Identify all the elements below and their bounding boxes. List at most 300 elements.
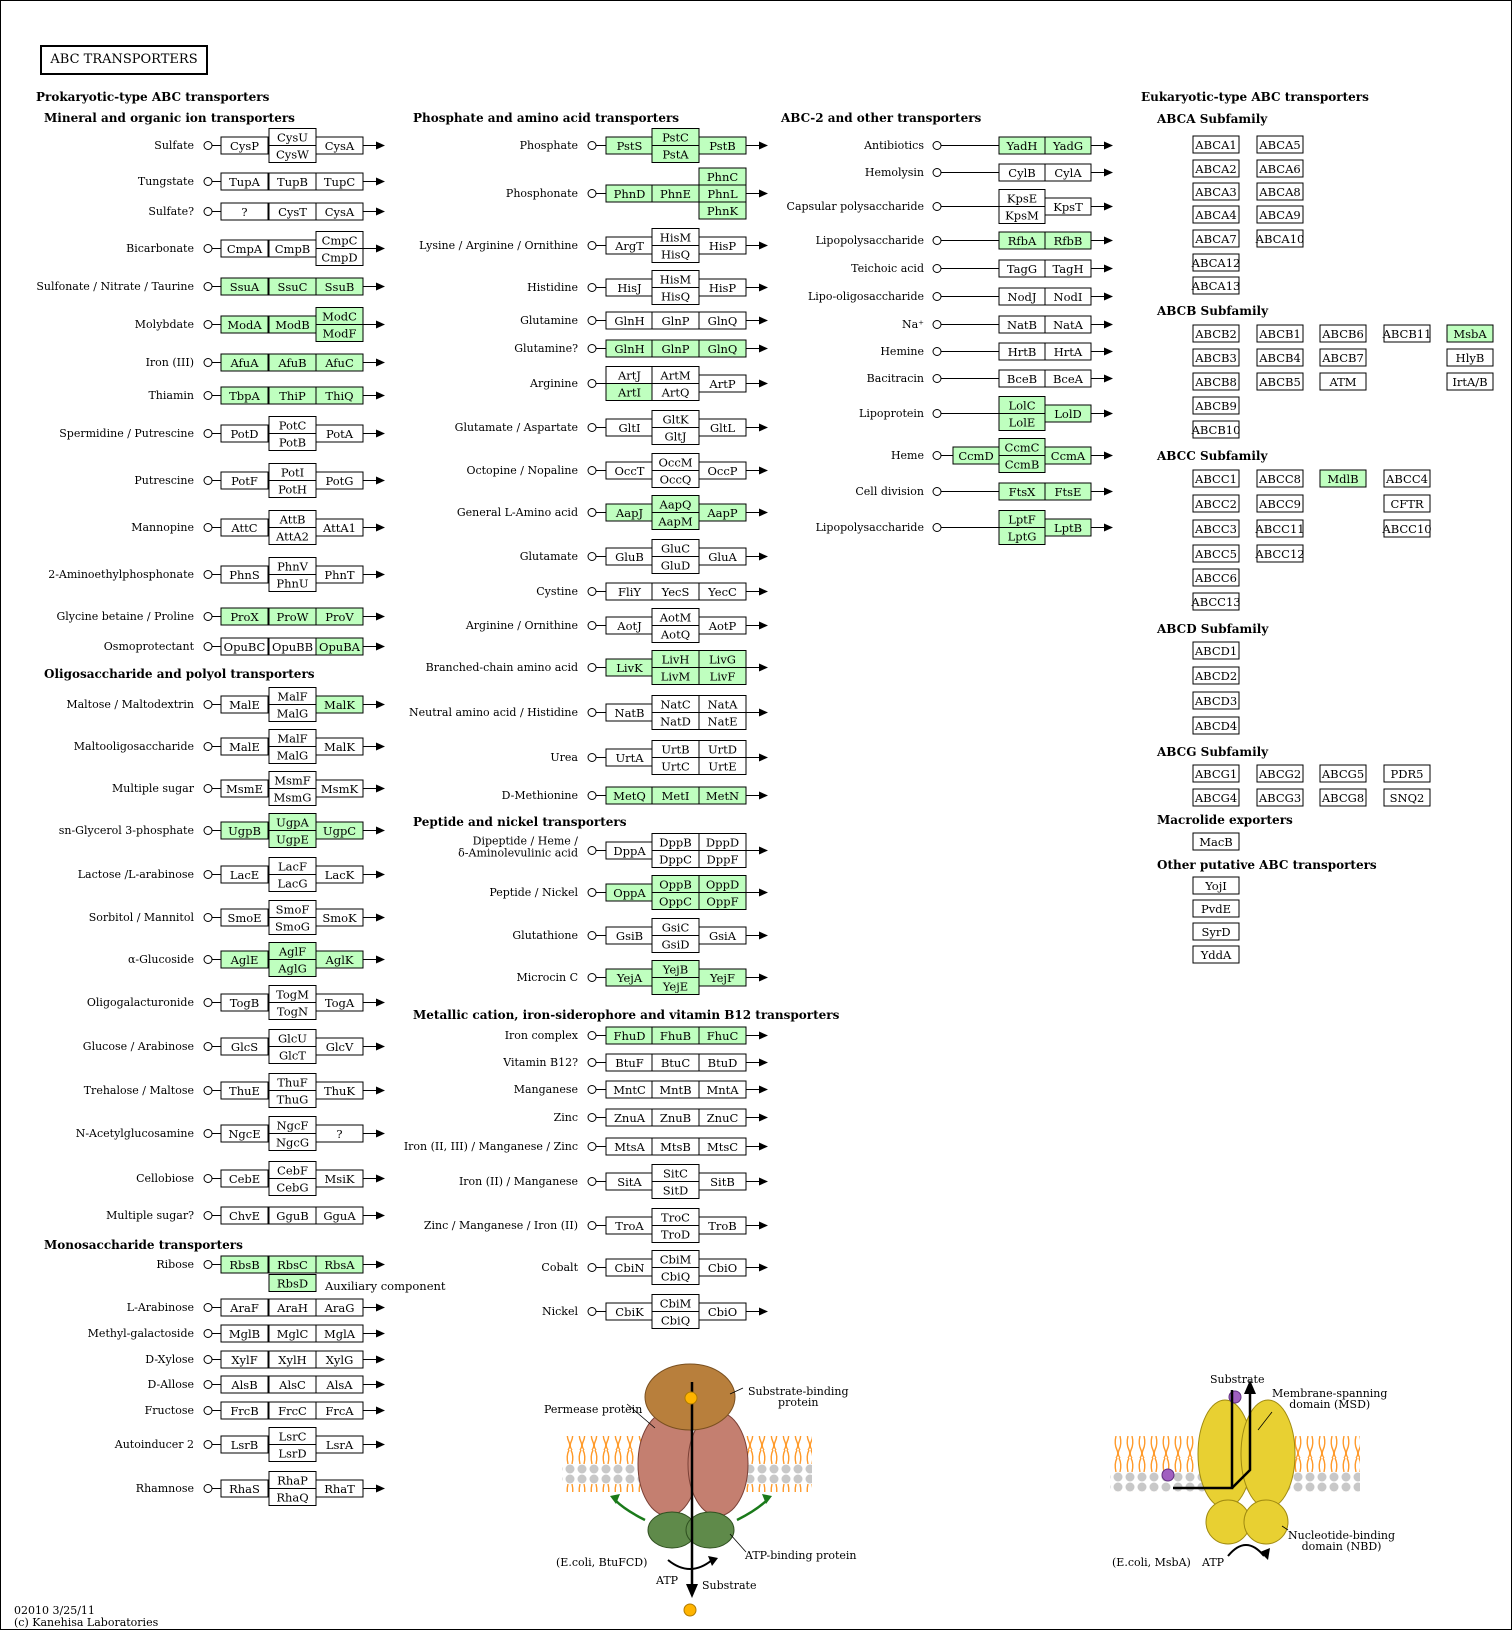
substrate-binding-protein: AglE xyxy=(230,953,259,967)
atp-binding-protein: CylA xyxy=(1054,166,1082,180)
permease-protein: PstA xyxy=(662,147,689,162)
atp-binding-protein: HisP xyxy=(708,239,737,253)
permease-protein: GlcU xyxy=(278,1031,307,1046)
atp-binding-protein: AapP xyxy=(707,506,738,520)
substrate-binding-protein: OppA xyxy=(613,886,646,900)
substrate-binding-protein: SmoE xyxy=(227,911,262,925)
substrate-label: Bacitracin xyxy=(866,372,924,385)
label-example-msba: (E.coli, MsbA) xyxy=(1112,1556,1191,1569)
atp-binding-protein: LivG xyxy=(709,652,736,667)
atp-binding-protein: CbiO xyxy=(707,1305,738,1319)
substrate-label: Iron (II) / Manganese xyxy=(458,1175,578,1188)
permease-protein: GluD xyxy=(660,558,691,573)
permease-protein: HisQ xyxy=(660,289,691,304)
substrate-binding-protein: LacE xyxy=(229,868,260,882)
permease-protein: ThiP xyxy=(279,389,306,403)
permease-protein: AotQ xyxy=(660,627,691,642)
permease-protein: MalF xyxy=(277,731,308,746)
label-substrate-binding: Substrate-binding protein xyxy=(748,1385,849,1409)
atp-binding-protein: ThuK xyxy=(323,1084,356,1098)
atp-binding-protein: GluA xyxy=(708,550,737,564)
atp-binding-protein: MetN xyxy=(705,789,740,803)
substrate-binding-protein: FliY xyxy=(618,585,641,599)
substrate-label: Iron complex xyxy=(504,1029,578,1042)
permease-protein: CebF xyxy=(277,1163,308,1178)
permease-protein: NodJ xyxy=(1007,290,1037,304)
atp-binding-protein: AglK xyxy=(325,953,354,967)
permease-protein: ModB xyxy=(275,318,310,332)
heading-metallic: Metallic cation, iron-siderophore and vitamin B12 transporters xyxy=(413,1008,840,1022)
atp-binding-protein: SmoK xyxy=(322,911,357,925)
eukaryotic-transporter: ABCA3 xyxy=(1195,185,1237,199)
substrate-binding-protein: ArtJ xyxy=(617,368,642,383)
permease-protein: ZnuB xyxy=(659,1111,692,1125)
atp-binding-protein: ModF xyxy=(322,326,357,341)
substrate-purple-2 xyxy=(1162,1469,1174,1481)
atp-binding-protein: PhnT xyxy=(324,568,355,582)
substrate-binding-protein: ModA xyxy=(227,318,262,332)
permease-protein: PotH xyxy=(278,482,307,497)
permease-protein: LivH xyxy=(661,652,690,667)
substrate-label: Glycine betaine / Proline xyxy=(56,610,194,623)
atp-binding-protein: NatE xyxy=(707,714,738,729)
eukaryotic-transporter: ABCB1 xyxy=(1259,327,1301,341)
permease-protein: MsmG xyxy=(273,790,312,805)
permease-protein: MalF xyxy=(277,689,308,704)
permease-protein: MglC xyxy=(276,1327,309,1341)
heading-abcc: ABCC Subfamily xyxy=(1157,449,1268,463)
eukaryotic-transporter: ABCC1 xyxy=(1195,472,1237,486)
substrate-binding-protein: YejA xyxy=(616,971,643,985)
eukaryotic-transporter: ABCB4 xyxy=(1259,351,1301,365)
atp-binding-protein: CbiO xyxy=(707,1261,738,1275)
substrate-label: Zinc xyxy=(553,1111,578,1124)
substrate-label: Lipo-oligosaccharide xyxy=(807,290,924,303)
permease-protein: CbiQ xyxy=(660,1313,691,1328)
atp-binding-protein: GsiA xyxy=(708,929,737,943)
permease-protein: SmoG xyxy=(275,919,310,934)
permease-protein: CysT xyxy=(278,205,307,219)
substrate-binding-protein: GsiB xyxy=(615,929,644,943)
permease-protein: YadH xyxy=(1006,139,1038,153)
permease-protein: PhnE xyxy=(660,187,691,201)
permease-protein: CebG xyxy=(276,1180,309,1195)
atp-binding-protein: FrcA xyxy=(325,1404,354,1418)
substrate-label: Manganese xyxy=(513,1083,578,1096)
substrate-label: Peptide / Nickel xyxy=(489,886,578,899)
substrate-binding-protein: PotF xyxy=(231,474,258,488)
substrate-label: Cell division xyxy=(855,485,924,498)
substrate-label: Glucose / Arabinose xyxy=(82,1040,194,1053)
substrate-label: Lactose /L-arabinose xyxy=(77,868,194,881)
atp-binding-protein: UrtD xyxy=(707,742,738,757)
substrate-binding-protein: AotJ xyxy=(617,619,642,633)
substrate-binding-protein: TroA xyxy=(615,1219,644,1233)
permease-protein: HrtB xyxy=(1007,345,1037,359)
permease-protein: UgpE xyxy=(276,832,309,847)
permease-protein: OppC xyxy=(659,894,692,909)
atp-binding-protein: GlcV xyxy=(325,1040,354,1054)
eukaryotic-transporter: MacB xyxy=(1199,835,1233,849)
permease-protein: GlnP xyxy=(661,314,690,328)
substrate-binding-protein: PotD xyxy=(230,427,259,441)
permease-protein: TogM xyxy=(276,987,309,1002)
atp-binding-protein: GlnQ xyxy=(707,342,738,356)
substrate-binding-protein: ArgT xyxy=(615,239,644,253)
atp-binding-protein: ThiQ xyxy=(325,389,354,403)
substrate-label: Bicarbonate xyxy=(126,242,194,255)
heading-abcg: ABCG Subfamily xyxy=(1157,745,1269,759)
eukaryotic-transporter: ABCB5 xyxy=(1259,375,1301,389)
permease-protein: NatC xyxy=(660,697,691,712)
substrate-label: L-Arabinose xyxy=(126,1301,194,1314)
substrate-label: Lysine / Arginine / Ornithine xyxy=(419,239,578,252)
substrate-ball-top xyxy=(685,1392,697,1404)
eukaryotic-transporter: ABCC9 xyxy=(1259,497,1301,511)
permease-protein: CmpB xyxy=(274,242,311,256)
substrate-label: 2-Aminoethylphosphonate xyxy=(48,568,194,581)
substrate-label: D-Xylose xyxy=(145,1353,194,1366)
permease-protein: UrtB xyxy=(661,742,690,757)
heading-other-putative: Other putative ABC transporters xyxy=(1157,858,1377,872)
substrate-label: Zinc / Manganese / Iron (II) xyxy=(423,1219,578,1232)
atp-binding-protein: GlnQ xyxy=(707,314,738,328)
substrate-binding-protein: CebE xyxy=(228,1172,261,1186)
substrate-label: N-Acetylglucosamine xyxy=(75,1127,194,1140)
atp-binding-protein: YejF xyxy=(710,971,735,985)
atp-binding-protein: BtuD xyxy=(707,1056,738,1070)
atp-binding-protein: PotA xyxy=(325,427,354,441)
heading-prokaryotic: Prokaryotic-type ABC transporters xyxy=(36,90,270,104)
atp-binding-protein: OppF xyxy=(706,894,739,909)
atp-binding-protein: YadG xyxy=(1052,139,1084,153)
auxiliary-protein: RbsD xyxy=(276,1276,309,1291)
substrate-binding-protein: ? xyxy=(241,205,248,219)
substrate-binding-protein: GlcS xyxy=(230,1040,259,1054)
permease-protein: RhaQ xyxy=(276,1490,309,1505)
substrate-label: Multiple sugar? xyxy=(106,1209,194,1222)
substrate-binding-protein: PstS xyxy=(616,139,643,153)
permease-protein: SsuC xyxy=(277,280,308,294)
atp-binding-protein: ArtP xyxy=(709,377,736,391)
substrate-label: Glutamate / Aspartate xyxy=(454,421,578,434)
substrate-binding-protein: AttC xyxy=(231,521,258,535)
atp-binding-protein: ProV xyxy=(325,610,354,624)
substrate-label: Maltooligosaccharide xyxy=(73,740,194,753)
atp-binding-protein: ModC xyxy=(322,309,357,324)
substrate-binding-protein: HisJ xyxy=(617,281,642,295)
eukaryotic-transporter: ABCB10 xyxy=(1191,423,1241,437)
atp-binding-protein: DppD xyxy=(705,835,740,850)
label-auxiliary-component: Auxiliary component xyxy=(325,1279,446,1293)
eukaryotic-transporter: ABCG4 xyxy=(1194,791,1238,805)
permease-protein: AttA2 xyxy=(276,529,309,544)
atp-binding-protein: UgpC xyxy=(322,824,357,838)
heading-abcb: ABCB Subfamily xyxy=(1157,304,1269,318)
substrate-label: Cobalt xyxy=(541,1261,578,1274)
heading-eukaryotic: Eukaryotic-type ABC transporters xyxy=(1141,90,1369,104)
eukaryotic-transporter: ABCC12 xyxy=(1255,547,1305,561)
atp-binding-protein: NatA xyxy=(1053,318,1083,332)
eukaryotic-transporter: ABCC10 xyxy=(1382,522,1432,536)
atp-binding-protein: TagH xyxy=(1052,262,1084,276)
permease-protein: SitC xyxy=(663,1166,688,1181)
substrate-label: Sulfate? xyxy=(148,205,194,218)
permease-protein: BceB xyxy=(1006,372,1038,386)
heading-peptide-nickel: Peptide and nickel transporters xyxy=(413,815,627,829)
substrate-binding-protein: FrcB xyxy=(230,1404,259,1418)
atp-binding-protein: AlsA xyxy=(326,1378,353,1392)
eukaryotic-transporter: ABCB6 xyxy=(1322,327,1364,341)
eukaryotic-transporter: ABCG1 xyxy=(1194,767,1238,781)
footer-version: 02010 3/25/11 xyxy=(14,1604,95,1617)
permease-protein: KpsE xyxy=(1006,191,1038,206)
substrate-binding-protein: RbsB xyxy=(229,1258,260,1272)
permease-protein: GsiD xyxy=(661,937,690,952)
atp-binding-protein: TupC xyxy=(323,175,356,189)
substrate-label: sn-Glycerol 3-phosphate xyxy=(58,824,194,837)
substrate-label: Spermidine / Putrescine xyxy=(59,427,194,440)
atp-binding-protein: YecC xyxy=(708,585,737,599)
substrate-binding-protein: PhnD xyxy=(613,187,646,201)
permease-protein: HisQ xyxy=(660,247,691,262)
permease-protein: MetI xyxy=(661,789,690,803)
substrate-label: Na⁺ xyxy=(902,318,924,331)
permease-protein: LsrC xyxy=(278,1429,307,1444)
eukaryotic-transporter: ABCC5 xyxy=(1195,547,1237,561)
substrate-label: Phosphate xyxy=(519,139,578,152)
substrate-binding-protein: ChvE xyxy=(228,1209,261,1223)
permease-protein: MsmF xyxy=(274,773,311,788)
substrate-binding-protein: TogB xyxy=(229,996,260,1010)
heading-phosphate-amino: Phosphate and amino acid transporters xyxy=(413,111,680,125)
substrate-label: Vitamin B12? xyxy=(503,1056,578,1069)
substrate-binding-protein: CcmD xyxy=(958,449,994,463)
permease-protein: HisM xyxy=(659,272,692,287)
substrate-binding-protein: MglB xyxy=(228,1327,261,1341)
permease-protein: FrcC xyxy=(278,1404,307,1418)
eukaryotic-transporter: ABCA13 xyxy=(1191,279,1241,293)
eukaryotic-transporter: ABCC3 xyxy=(1195,522,1237,536)
substrate-binding-protein: MalE xyxy=(229,698,260,712)
substrate-binding-protein: GltI xyxy=(618,421,641,435)
substrate-label: Rhamnose xyxy=(135,1482,194,1495)
heading-abc2: ABC-2 and other transporters xyxy=(781,111,982,125)
permease-protein: YecS xyxy=(661,585,690,599)
atp-binding-protein: LolD xyxy=(1054,407,1082,421)
eukaryotic-transporter: PDR5 xyxy=(1390,767,1424,781)
substrate-label: Maltose / Maltodextrin xyxy=(66,698,194,711)
substrate-label: Iron (III) xyxy=(145,356,194,369)
substrate-binding-protein: CbiN xyxy=(614,1261,645,1275)
substrate-label: Thiamin xyxy=(148,389,194,402)
permease-protein: LptF xyxy=(1008,512,1036,527)
substrate-binding-protein: OpuBC xyxy=(223,640,266,654)
eukaryotic-transporter: HlyB xyxy=(1455,351,1485,365)
permease-protein: RbsC xyxy=(277,1258,308,1272)
eukaryotic-transporter: ABCC6 xyxy=(1195,571,1237,585)
substrate-binding-protein: GlnH xyxy=(614,342,645,356)
permease-protein: GguB xyxy=(276,1209,309,1223)
substrate-label: Teichoic acid xyxy=(851,262,924,275)
substrate-binding-protein: MsmE xyxy=(226,782,263,796)
atp-binding-protein: AfuC xyxy=(325,356,354,370)
eukaryotic-transporter: ABCA8 xyxy=(1259,185,1301,199)
substrate-label: Phosphonate xyxy=(505,187,578,200)
eukaryotic-transporter: ABCC2 xyxy=(1195,497,1237,511)
atp-binding-protein: UrtE xyxy=(708,759,737,774)
substrate-label: Glutamine xyxy=(520,314,578,327)
footer-copyright: (c) Kanehisa Laboratories xyxy=(14,1616,159,1629)
permease-protein: PhnV xyxy=(277,559,308,574)
label-msd: Membrane-spanning domain (MSD) xyxy=(1272,1387,1388,1411)
substrate-binding-protein: BtuF xyxy=(615,1056,644,1070)
substrate-binding-protein: OccT xyxy=(614,464,645,478)
atp-binding-protein: ZnuC xyxy=(706,1111,739,1125)
permease-protein: AapM xyxy=(658,514,693,529)
permease-protein: RhaP xyxy=(277,1473,308,1488)
permease-protein: PotI xyxy=(280,465,305,480)
atp-binding-protein: HrtA xyxy=(1053,345,1083,359)
atp-binding-protein: PhnK xyxy=(706,204,739,218)
permease-protein: OpuBB xyxy=(271,640,314,654)
substrate-label: Hemolysin xyxy=(864,166,924,179)
permease-protein: MalG xyxy=(276,706,309,721)
atp-binding-protein: BceA xyxy=(1052,372,1084,386)
substrate-binding-protein: RhaS xyxy=(229,1482,260,1496)
permease-protein: AglF xyxy=(278,944,307,959)
eukaryotic-transporter: ABCC13 xyxy=(1191,595,1241,609)
permease-protein: LacF xyxy=(278,859,307,874)
permease-protein: TroC xyxy=(661,1210,690,1225)
atp-binding-protein: PotG xyxy=(325,474,354,488)
substrate-label: Mannopine xyxy=(131,521,194,534)
eukaryotic-transporter: ABCA6 xyxy=(1259,162,1301,176)
substrate-binding-protein: MetQ xyxy=(613,789,646,803)
label-substrate-2: Substrate xyxy=(1210,1373,1265,1386)
permease-protein: SmoF xyxy=(275,902,310,917)
permease-protein: AlsC xyxy=(279,1378,306,1392)
permease-protein: OccM xyxy=(658,455,693,470)
atp-binding-protein: SitB xyxy=(710,1175,735,1189)
heading-mineral: Mineral and organic ion transporters xyxy=(44,111,295,125)
substrate-label: Trehalose / Maltose xyxy=(83,1084,194,1097)
permease-protein: DppC xyxy=(659,852,692,867)
substrate-label: Lipopolysaccharide xyxy=(815,521,924,534)
substrate-label: Multiple sugar xyxy=(112,782,194,795)
substrate-label: Ribose xyxy=(156,1258,194,1271)
nbd-left xyxy=(1206,1500,1250,1544)
eukaryotic-transporter: ABCC11 xyxy=(1255,522,1305,536)
permease-protein: AttB xyxy=(279,512,306,527)
permease-protein: MtsB xyxy=(660,1140,691,1154)
substrate-binding-protein: ProX xyxy=(230,610,259,624)
atp-binding-protein: MglA xyxy=(323,1327,356,1341)
permease-protein: LptG xyxy=(1007,529,1037,544)
permease-protein: CcmB xyxy=(1004,457,1040,472)
substrate-binding-protein: SsuA xyxy=(229,280,260,294)
permease-protein: YejB xyxy=(662,962,689,977)
permease-protein: LivM xyxy=(660,669,691,684)
permease-protein: CbiM xyxy=(659,1252,692,1267)
substrate-label: Heme xyxy=(890,449,924,462)
heading-oligosaccharide: Oligosaccharide and polyol transporters xyxy=(44,667,315,681)
permease-protein: OccQ xyxy=(659,472,692,487)
eukaryotic-transporter: ABCC8 xyxy=(1259,472,1301,486)
atp-binding-protein: OppD xyxy=(705,877,740,892)
atp-binding-protein: XylG xyxy=(325,1353,354,1367)
permease-protein: GsiC xyxy=(661,920,690,935)
substrate-label: Glutamate xyxy=(519,550,578,563)
eukaryotic-transporter: SNQ2 xyxy=(1389,791,1425,805)
substrate-label: D-Methionine xyxy=(501,789,578,802)
atp-binding-protein: MntA xyxy=(706,1083,739,1097)
permease-protein: GlcT xyxy=(279,1048,306,1063)
substrate-label: Tungstate xyxy=(137,175,194,188)
substrate-label: Autoinducer 2 xyxy=(114,1438,194,1451)
substrate-label: General L-Amino acid xyxy=(456,506,578,519)
atp-binding-protein: CysA xyxy=(324,139,355,153)
label-atp-binding: ATP-binding protein xyxy=(745,1549,857,1562)
permease-protein: AapQ xyxy=(659,497,692,512)
atp-binding-protein: LptB xyxy=(1053,521,1083,535)
substrate-binding-protein: AfuA xyxy=(230,356,259,370)
permease-protein: LsrD xyxy=(278,1446,307,1461)
atp-binding-protein: GguA xyxy=(323,1209,356,1223)
substrate-label: Antibiotics xyxy=(864,139,924,152)
permease-protein: TogN xyxy=(276,1004,309,1019)
permease-protein: FtsX xyxy=(1008,485,1036,499)
substrate-binding-protein: TbpA xyxy=(229,389,260,403)
permease-protein: BtuC xyxy=(660,1056,691,1070)
substrate-label: Lipopolysaccharide xyxy=(815,234,924,247)
atp-binding-protein: LivF xyxy=(709,669,736,684)
atp-binding-protein: AraG xyxy=(324,1301,355,1315)
label-nbd: Nucleotide-binding domain (NBD) xyxy=(1288,1529,1396,1553)
atp-binding-protein: AttA1 xyxy=(323,521,356,535)
substrate-binding-protein: LsrB xyxy=(230,1438,259,1452)
permease-protein: CylB xyxy=(1008,166,1036,180)
atp-binding-protein: CcmA xyxy=(1050,449,1086,463)
permease-protein: AfuB xyxy=(278,356,307,370)
substrate-binding-protein: FhuD xyxy=(613,1029,646,1043)
permease-protein: GltK xyxy=(662,412,689,427)
eukaryotic-transporter: ABCB11 xyxy=(1382,327,1432,341)
atp-binding-protein: PhnC xyxy=(706,170,739,184)
atp-binding-protein: MsmK xyxy=(320,782,359,796)
substrate-binding-protein: MalE xyxy=(229,740,260,754)
permease-protein: ThuG xyxy=(276,1092,309,1107)
permease-protein: RfbA xyxy=(1007,234,1037,248)
permease-protein: ArtQ xyxy=(661,385,690,400)
permease-protein: YejE xyxy=(662,979,689,994)
substrate-binding-protein: NatB xyxy=(614,706,645,720)
page-title: ABC TRANSPORTERS xyxy=(40,45,208,75)
label-substrate-1: Substrate xyxy=(702,1579,757,1592)
atp-binding-protein: FhuC xyxy=(706,1029,739,1043)
label-atp-2: ATP xyxy=(1202,1556,1225,1569)
substrate-label: Fructose xyxy=(144,1404,194,1417)
atp-binding-protein: KpsT xyxy=(1053,200,1083,214)
permease-protein: UgpA xyxy=(276,815,309,830)
substrate-binding-protein: GlnH xyxy=(614,314,645,328)
permease-protein: CysW xyxy=(275,147,310,162)
substrate-binding-protein: CysP xyxy=(230,139,259,153)
substrate-label: Molybdate xyxy=(134,318,194,331)
eukaryotic-transporter: ABCB9 xyxy=(1195,399,1237,413)
permease-protein: GluC xyxy=(660,541,691,556)
substrate-label: Sulfonate / Nitrate / Taurine xyxy=(36,280,194,293)
